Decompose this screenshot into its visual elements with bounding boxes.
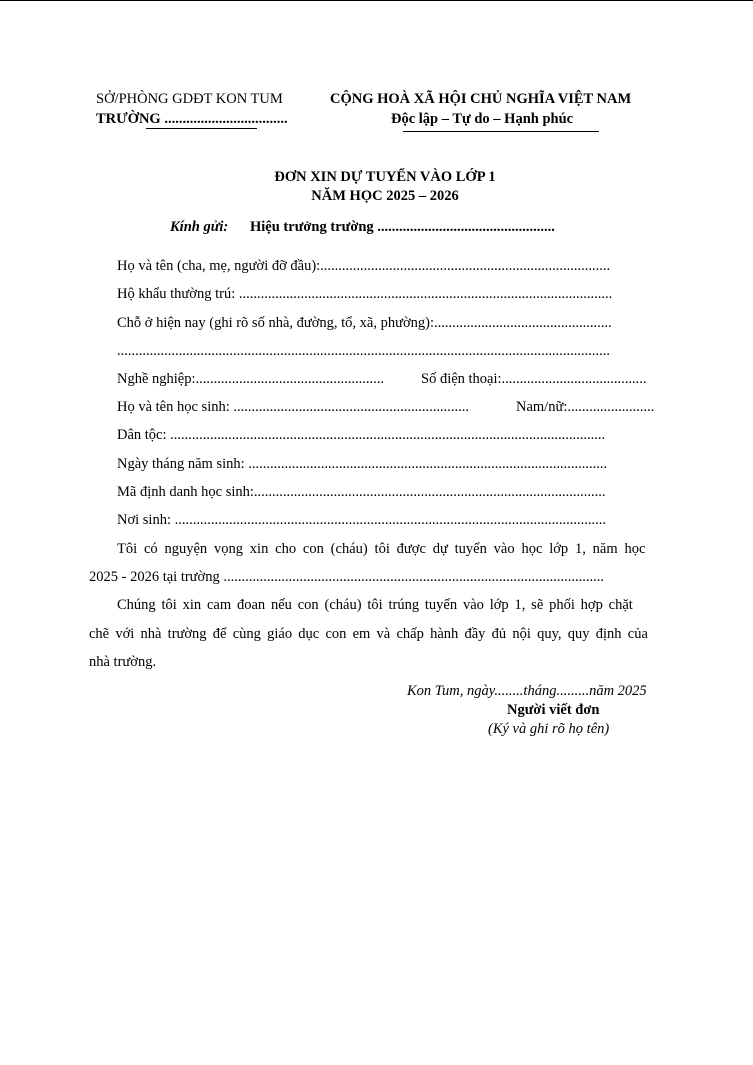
wish-line-1: Tôi có nguyện vọng xin cho con (cháu) tôi được dự tuyển vào học lớp 1, năm học xyxy=(117,541,646,557)
school-year: NĂM HỌC 2025 – 2026 xyxy=(311,188,459,204)
motto-underline xyxy=(403,131,599,132)
signature-note: (Ký và ghi rõ họ tên) xyxy=(488,721,610,737)
national-title: CỘNG HOÀ XÃ HỘI CHỦ NGHĨA VIỆT NAM xyxy=(330,91,632,107)
wish-line-2: 2025 - 2026 tại trường ......................................................................................................... xyxy=(89,569,604,585)
signer-title: Người viết đơn xyxy=(507,702,600,718)
birthplace-field: Nơi sinh: ....................................................................................................................... xyxy=(117,512,606,528)
school-underline xyxy=(146,128,257,129)
commit-line-3: nhà trường. xyxy=(89,654,157,670)
form-title: ĐƠN XIN DỰ TUYỂN VÀO LỚP 1 xyxy=(274,169,496,185)
residence-continuation: ........................................................................................................................................ xyxy=(117,343,610,359)
department-name: SỞ/PHÒNG GDĐT KON TUM xyxy=(96,91,283,107)
gender-field: Nam/nữ:........................ xyxy=(516,399,655,415)
commit-line-1: Chúng tôi xin cam đoan nếu con (cháu) tôi trúng tuyển vào lớp 1, sẽ phối hợp chặt xyxy=(117,597,633,613)
commit-line-2: chẽ với nhà trường để cùng giáo dục con em và chấp hành đầy đủ nội quy, quy định của xyxy=(89,626,648,642)
parent-name-field: Họ và tên (cha, mẹ, người đỡ đầu):................................................................................ xyxy=(117,258,611,274)
residence-field: Chỗ ở hiện nay (ghi rõ số nhà, đường, tổ, xã, phường):................................................. xyxy=(117,315,612,331)
household-field: Hộ khẩu thường trú: ....................................................................................................... xyxy=(117,286,613,302)
ethnicity-field: Dân tộc: ........................................................................................................................ xyxy=(117,427,606,443)
recipient-value: Hiệu trưởng trường ................................................. xyxy=(250,219,555,235)
dob-field: Ngày tháng năm sinh: ................................................................................................... xyxy=(117,456,608,472)
school-name-line: TRƯỜNG .................................. xyxy=(96,111,288,127)
student-name-field: Họ và tên học sinh: ................................................................. xyxy=(117,399,470,415)
job-field: Nghề nghiệp:.................................................... xyxy=(117,371,385,387)
student-id-field: Mã định danh học sinh:................................................................................................. xyxy=(117,484,606,500)
page-top-border xyxy=(0,0,753,1)
phone-field: Số điện thoại:........................................ xyxy=(421,371,647,387)
recipient-label: Kính gửi: xyxy=(170,219,229,235)
place-date: Kon Tum, ngày........tháng.........năm 2025 xyxy=(407,683,647,699)
national-motto: Độc lập – Tự do – Hạnh phúc xyxy=(391,111,574,127)
